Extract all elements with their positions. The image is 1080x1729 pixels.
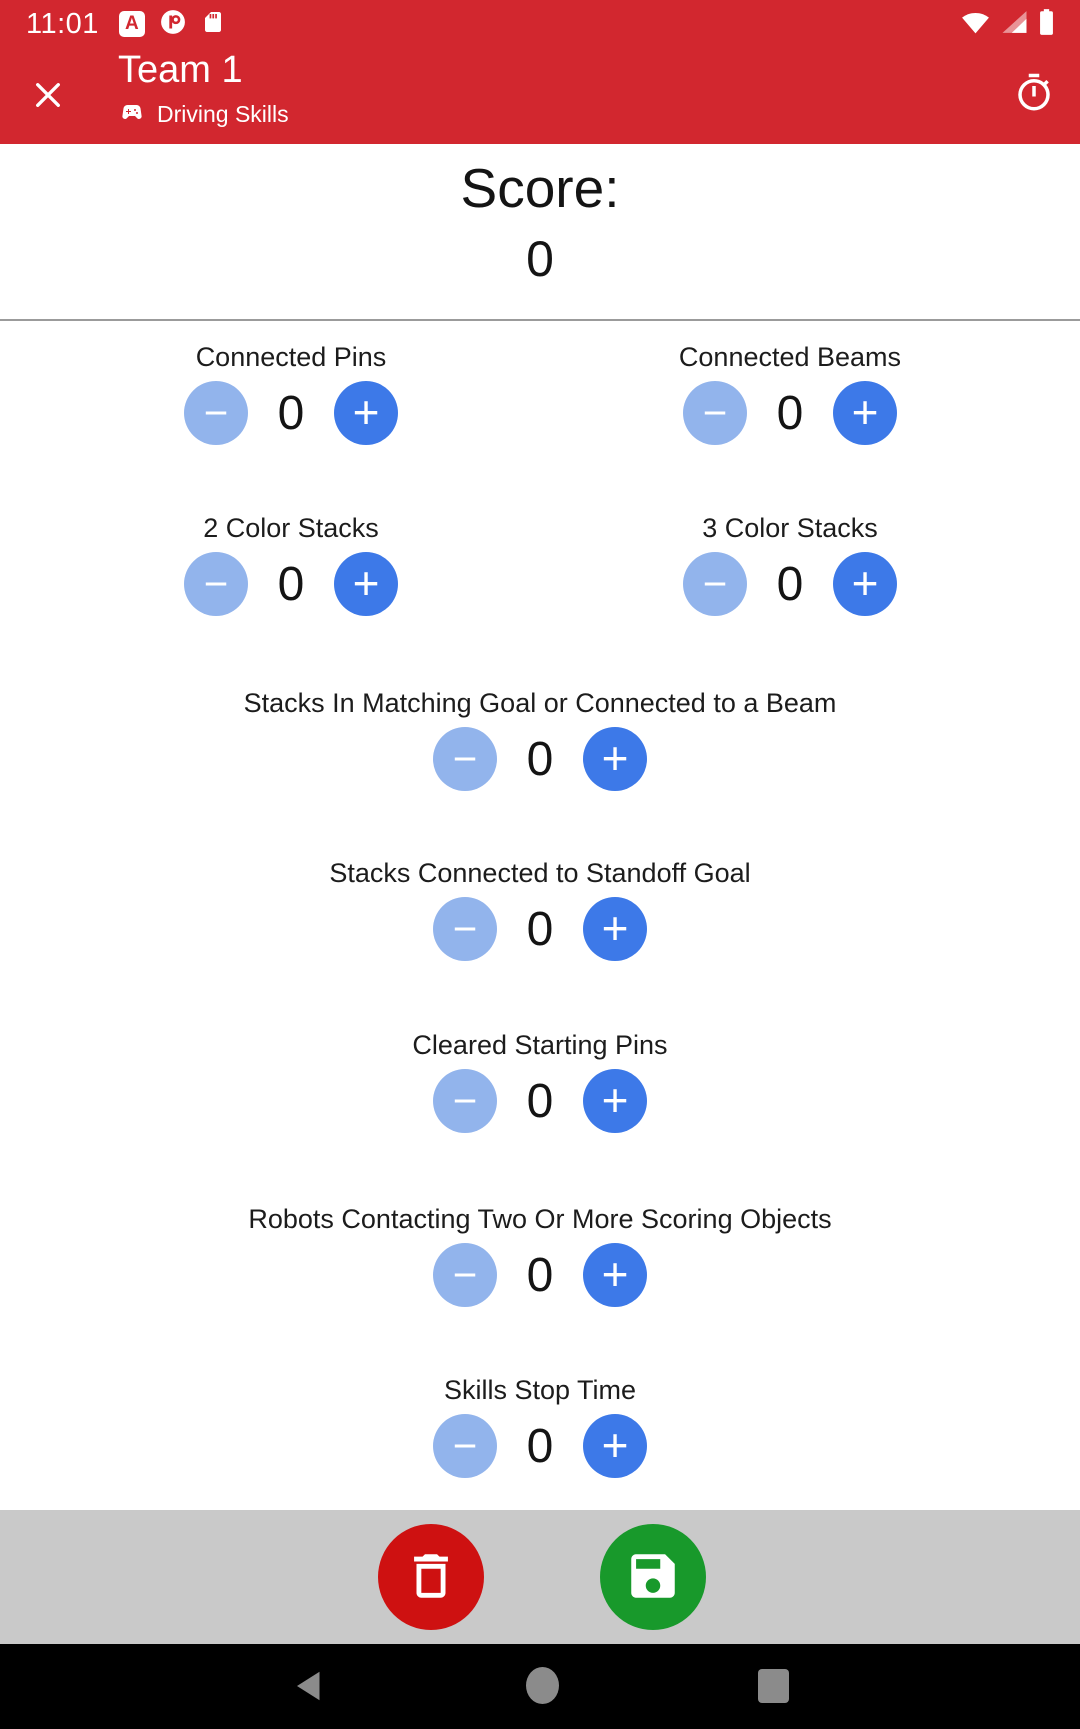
counter-value: 0	[526, 1248, 554, 1302]
mode-subtitle: Driving Skills	[157, 101, 289, 127]
decrement-button[interactable]	[184, 552, 248, 616]
counter-value: 0	[526, 1419, 554, 1473]
wifi-icon	[961, 10, 990, 39]
plus-icon: +	[352, 385, 380, 438]
app-bar	[0, 48, 1080, 144]
increment-button[interactable]	[833, 552, 897, 616]
minus-icon: −	[702, 389, 728, 436]
counter-value: 0	[526, 902, 554, 956]
increment-button[interactable]	[583, 1414, 647, 1478]
score-value: 0	[526, 231, 554, 287]
counter-value: 0	[277, 557, 305, 611]
plus-icon: +	[601, 1073, 629, 1126]
plus-icon: +	[352, 556, 380, 609]
header	[0, 0, 1080, 144]
increment-button[interactable]	[583, 1069, 647, 1133]
increment-button[interactable]	[833, 381, 897, 445]
minus-icon: −	[452, 1251, 478, 1298]
decrement-button[interactable]	[683, 552, 747, 616]
close-icon	[29, 76, 67, 117]
minus-icon: −	[203, 560, 229, 607]
counter-skills-stop-time	[150, 1373, 930, 1478]
increment-button[interactable]	[583, 1243, 647, 1307]
stopwatch-icon	[1013, 72, 1055, 117]
counter-value: 0	[776, 386, 804, 440]
decrement-button[interactable]	[433, 727, 497, 791]
sd-card-icon	[201, 9, 225, 40]
plus-icon: +	[601, 901, 629, 954]
counter-value: 0	[526, 1074, 554, 1128]
save-icon	[624, 1547, 682, 1608]
gamepad-icon	[118, 100, 146, 129]
plus-icon: +	[851, 385, 879, 438]
counter-cleared-starting-pins	[150, 1028, 930, 1133]
counter-label: Robots Contacting Two Or More Scoring Objects	[248, 1204, 832, 1234]
home-icon	[526, 1667, 559, 1704]
counter-label: 3 Color Stacks	[702, 513, 878, 543]
score-label: Score:	[460, 157, 620, 219]
increment-button[interactable]	[334, 381, 398, 445]
decrement-button[interactable]	[433, 1069, 497, 1133]
counter-label: 2 Color Stacks	[203, 513, 379, 543]
counter-stacks-standoff-goal	[150, 856, 930, 961]
decrement-button[interactable]	[433, 1414, 497, 1478]
counter-value: 0	[776, 557, 804, 611]
trash-icon	[402, 1547, 460, 1608]
recents-icon	[758, 1669, 789, 1703]
battery-icon	[1039, 9, 1054, 40]
delete-button[interactable]	[378, 1524, 484, 1630]
counter-connected-pins	[51, 340, 531, 445]
nav-back-button[interactable]	[291, 1667, 327, 1708]
counter-robots-contacting-objects	[150, 1202, 930, 1307]
app-notification-a-icon: A	[119, 11, 145, 37]
minus-icon: −	[452, 905, 478, 952]
bottom-action-bar	[0, 1510, 1080, 1644]
timer-button[interactable]	[1010, 70, 1058, 118]
counter-2-color-stacks	[51, 511, 531, 616]
increment-button[interactable]	[583, 897, 647, 961]
plus-icon: +	[851, 556, 879, 609]
minus-icon: −	[452, 1077, 478, 1124]
back-icon	[291, 1693, 327, 1708]
counter-connected-beams	[550, 340, 1030, 445]
system-status-icons	[961, 9, 1054, 40]
counter-value: 0	[277, 386, 305, 440]
android-nav-bar	[0, 1644, 1080, 1729]
divider	[0, 319, 1080, 321]
counter-label: Connected Beams	[678, 342, 902, 372]
save-button[interactable]	[600, 1524, 706, 1630]
nav-recents-button[interactable]	[758, 1669, 789, 1703]
decrement-button[interactable]	[433, 1243, 497, 1307]
close-button[interactable]	[26, 74, 70, 118]
counter-label: Cleared Starting Pins	[412, 1030, 668, 1060]
decrement-button[interactable]	[184, 381, 248, 445]
notification-icons	[119, 9, 225, 40]
nav-home-button[interactable]	[526, 1667, 559, 1704]
minus-icon: −	[702, 560, 728, 607]
plus-icon: +	[601, 1247, 629, 1300]
app-bar-titles	[118, 48, 289, 129]
decrement-button[interactable]	[433, 897, 497, 961]
counter-stacks-matching-goal-or-beam	[150, 686, 930, 791]
cell-signal-icon	[1001, 10, 1028, 39]
counter-label: Stacks In Matching Goal or Connected to a Beam	[243, 688, 837, 718]
increment-button[interactable]	[583, 727, 647, 791]
counter-label: Stacks Connected to Standoff Goal	[329, 858, 751, 888]
decrement-button[interactable]	[683, 381, 747, 445]
status-time: 11:01	[26, 7, 99, 40]
counter-value: 0	[526, 732, 554, 786]
plus-icon: +	[601, 731, 629, 784]
app-notification-circle-icon	[160, 9, 186, 40]
increment-button[interactable]	[334, 552, 398, 616]
team-title: Team 1	[118, 49, 243, 91]
counter-label: Skills Stop Time	[443, 1375, 637, 1405]
minus-icon: −	[452, 1422, 478, 1469]
counter-label: Connected Pins	[195, 342, 387, 372]
status-bar	[0, 0, 1080, 48]
plus-icon: +	[601, 1418, 629, 1471]
minus-icon: −	[203, 389, 229, 436]
counter-3-color-stacks	[550, 511, 1030, 616]
minus-icon: −	[452, 735, 478, 782]
